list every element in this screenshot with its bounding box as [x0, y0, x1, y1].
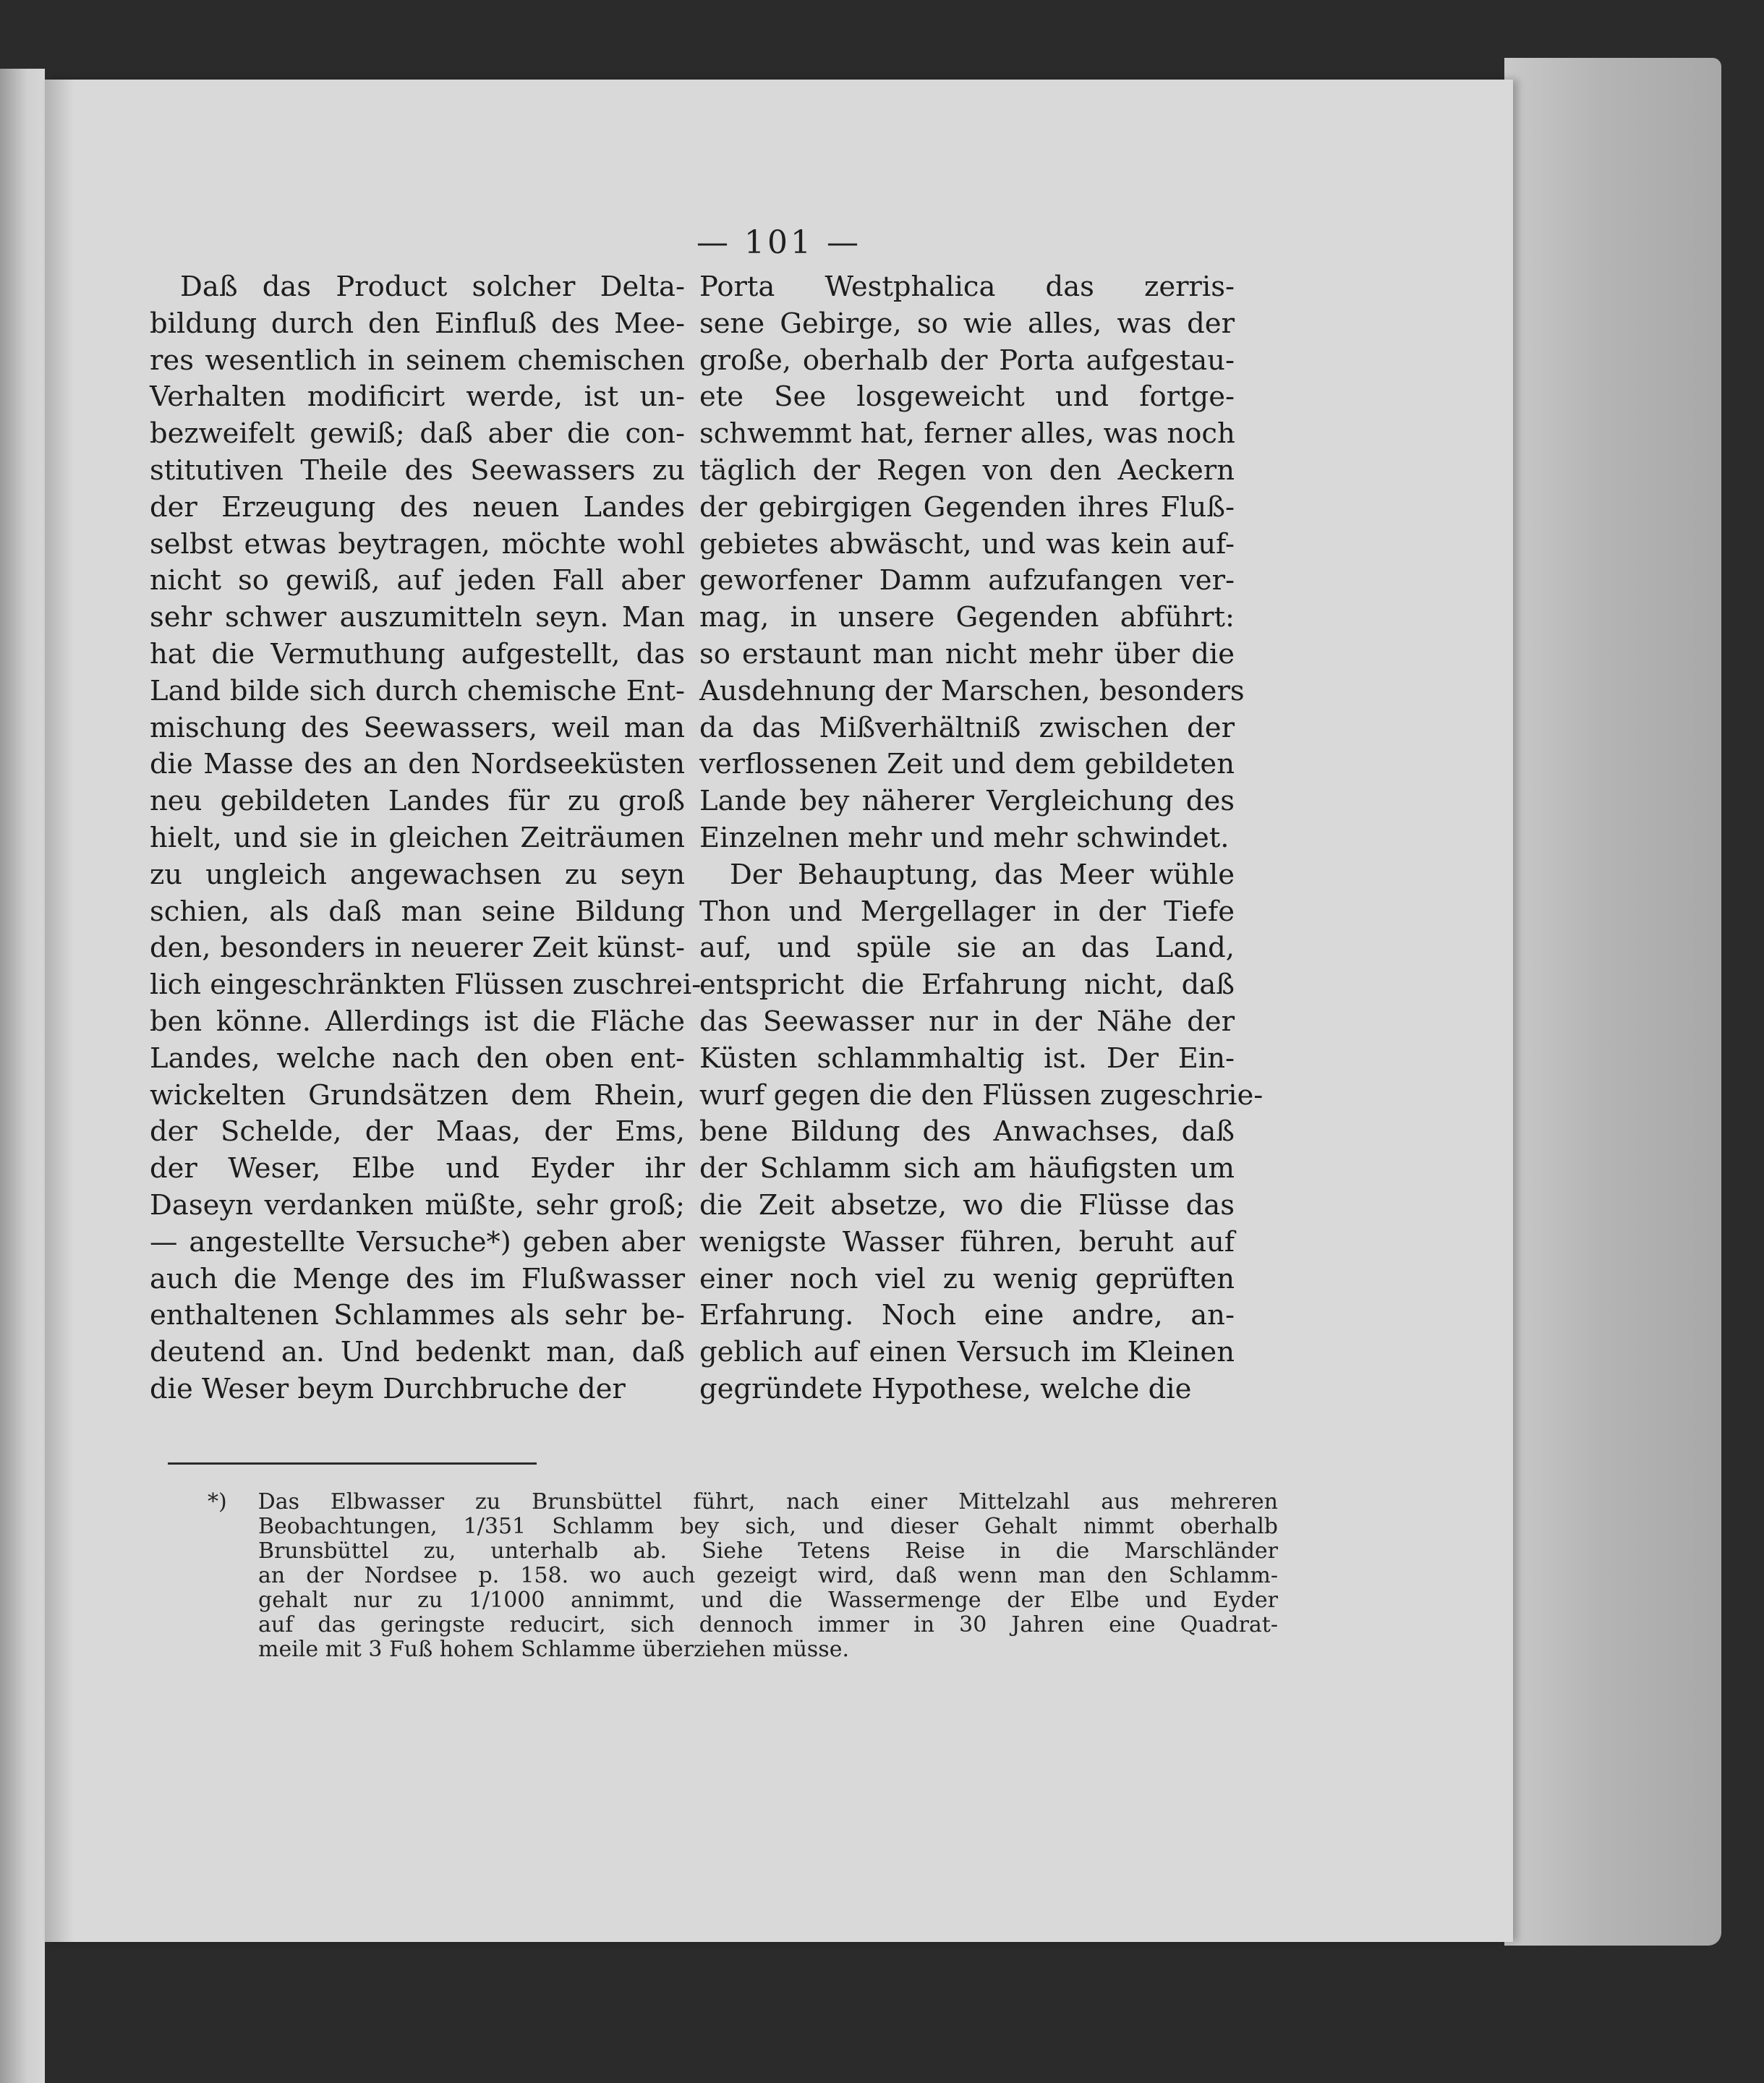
- right-column-line: wenigste Wasser führen, beruht auf: [699, 1225, 1235, 1258]
- left-column-line: selbst etwas beytragen, möchte wohl: [150, 527, 685, 561]
- left-column-line: wickelten Grundsätzen dem Rhein,: [150, 1078, 685, 1112]
- right-column-line: ete See losgeweicht und fortge-: [699, 380, 1235, 414]
- left-column-line: der Schelde, der Maas, der Ems,: [150, 1115, 685, 1149]
- right-column-line: der Schlamm sich am häufigsten um: [699, 1152, 1235, 1185]
- right-column-line: entspricht die Erfahrung nicht, daß: [699, 968, 1235, 1002]
- left-column-line: ben könne. Allerdings ist die Fläche: [150, 1005, 685, 1038]
- footnote-line: *) Das Elbwasser zu Brunsbüttel führt, nach einer Mittelzahl aus mehreren: [208, 1489, 1278, 1515]
- right-column-line: der gebirgigen Gegenden ihres Fluß-: [699, 490, 1235, 524]
- right-column-line: auf, und spüle sie an das Land,: [699, 932, 1235, 965]
- left-column-line: der Weser, Elbe und Eyder ihr: [150, 1152, 685, 1185]
- left-column-line: stitutiven Theile des Seewassers zu: [150, 453, 685, 487]
- footnote-line: gehalt nur zu 1/1000 annimmt, und die Wassermenge der Elbe und Eyder: [258, 1588, 1278, 1613]
- right-column-line: bene Bildung des Anwachses, daß: [699, 1115, 1235, 1149]
- left-column-line: Landes, welche nach den oben ent-: [150, 1042, 685, 1075]
- left-column-line: Daseyn verdanken müßte, sehr groß;: [150, 1188, 685, 1222]
- left-column-line: neu gebildeten Landes für zu groß: [150, 785, 685, 818]
- left-column-line: den, besonders in neuerer Zeit künst-: [150, 932, 685, 965]
- spine-shadow: [45, 80, 74, 1942]
- right-column-line: gebietes abwäscht, und was kein auf-: [699, 527, 1235, 561]
- left-column-line: res wesentlich in seinem chemischen: [150, 344, 685, 377]
- left-column-line: enthaltenen Schlammes als sehr be-: [150, 1299, 685, 1332]
- left-column-line: die Masse des an den Nordseeküsten: [150, 748, 685, 781]
- footnote-rule: [168, 1462, 537, 1465]
- right-column-line: Thon und Mergellager in der Tiefe: [699, 895, 1235, 928]
- left-column-line: lich eingeschränkten Flüssen zuschrei-: [150, 968, 702, 1002]
- footnote-line: Beobachtungen, 1/351 Schlamm bey sich, und dieser Gehalt nimmt oberhalb: [258, 1514, 1278, 1539]
- right-column-line: täglich der Regen von den Aeckern: [699, 453, 1235, 487]
- right-column-line: Erfahrung. Noch eine andre, an-: [699, 1299, 1235, 1332]
- left-column-line: Verhalten modificirt werde, ist un-: [150, 380, 685, 414]
- book-page: [45, 80, 1513, 1942]
- right-column-line: wurf gegen die den Flüssen zugeschrie-: [699, 1078, 1264, 1112]
- right-column-line: schwemmt hat, ferner alles, was noch: [699, 417, 1235, 451]
- right-column-line: geblich auf einen Versuch im Kleinen: [699, 1336, 1235, 1369]
- right-column-line: das Seewasser nur in der Nähe der: [699, 1005, 1235, 1038]
- right-column-line: geworfener Damm aufzufangen ver-: [699, 564, 1235, 597]
- facing-page-edge: [0, 69, 45, 2083]
- right-column-line: die Zeit absetze, wo die Flüsse das: [699, 1188, 1235, 1222]
- left-column-line: nicht so gewiß, auf jeden Fall aber: [150, 564, 685, 597]
- left-column-line: zu ungleich angewachsen zu seyn: [150, 858, 685, 891]
- footnote-line: auf das geringste reducirt, sich dennoch immer in 30 Jahren eine Quadrat-: [258, 1612, 1278, 1637]
- left-column-line: schien, als daß man seine Bildung: [150, 895, 685, 928]
- footnote-line: Brunsbüttel zu, unterhalb ab. Siehe Tetens Reise in die Marschländer: [258, 1538, 1278, 1564]
- right-column-line: Küsten schlammhaltig ist. Der Ein-: [699, 1042, 1235, 1075]
- right-column-line: Einzelnen mehr und mehr schwindet.: [699, 821, 1230, 854]
- left-column-line: Land bilde sich durch chemische Ent-: [150, 674, 685, 707]
- footnote-line: an der Nordsee p. 158. wo auch gezeigt wird, daß wenn man den Schlamm-: [258, 1563, 1278, 1588]
- right-column-line: Ausdehnung der Marschen, besonders: [699, 674, 1245, 707]
- right-column-line: einer noch viel zu wenig geprüften: [699, 1262, 1235, 1295]
- page-number: — 101 —: [696, 224, 861, 261]
- footnote-block: [150, 1490, 1278, 1662]
- right-column-line: verflossenen Zeit und dem gebildeten: [699, 748, 1235, 781]
- page-stack-edge: [1504, 58, 1721, 1946]
- left-column-line: deutend an. Und bedenkt man, daß: [150, 1336, 685, 1369]
- right-column-line: sene Gebirge, so wie alles, was der: [699, 307, 1235, 340]
- left-column-line: hat die Vermuthung aufgestellt, das: [150, 637, 685, 670]
- right-column-line: Lande bey näherer Vergleichung des: [699, 785, 1235, 818]
- left-text-column: [150, 269, 702, 1408]
- left-column-line: sehr schwer auszumitteln seyn. Man: [150, 601, 685, 634]
- right-column-line: Der Behauptung, das Meer wühle: [730, 858, 1235, 891]
- right-column-line: so erstaunt man nicht mehr über die: [699, 637, 1235, 670]
- footnote-line: meile mit 3 Fuß hohem Schlamme überziehen müsse.: [258, 1637, 849, 1662]
- left-column-line: auch die Menge des im Flußwasser: [150, 1262, 685, 1295]
- left-column-line: der Erzeugung des neuen Landes: [150, 490, 685, 524]
- left-column-line: — angestellte Versuche*) geben aber: [150, 1225, 685, 1258]
- left-column-line: Daß das Product solcher Delta-: [180, 271, 685, 303]
- left-column-line: bezweifelt gewiß; daß aber die con-: [150, 417, 685, 451]
- right-column-line: gegründete Hypothese, welche die: [699, 1372, 1192, 1405]
- right-column-line: mag, in unsere Gegenden abführt:: [699, 601, 1235, 634]
- right-column-line: da das Mißverhältniß zwischen der: [699, 711, 1235, 744]
- right-text-column: [699, 269, 1264, 1408]
- right-column-line: große, oberhalb der Porta aufgestau-: [699, 344, 1235, 377]
- right-column-line: Porta Westphalica das zerris-: [699, 271, 1235, 303]
- left-column-line: hielt, und sie in gleichen Zeiträumen: [150, 821, 685, 854]
- left-column-line: die Weser beym Durchbruche der: [150, 1372, 626, 1405]
- left-column-line: mischung des Seewassers, weil man: [150, 711, 685, 744]
- left-column-line: bildung durch den Einfluß des Mee-: [150, 307, 685, 340]
